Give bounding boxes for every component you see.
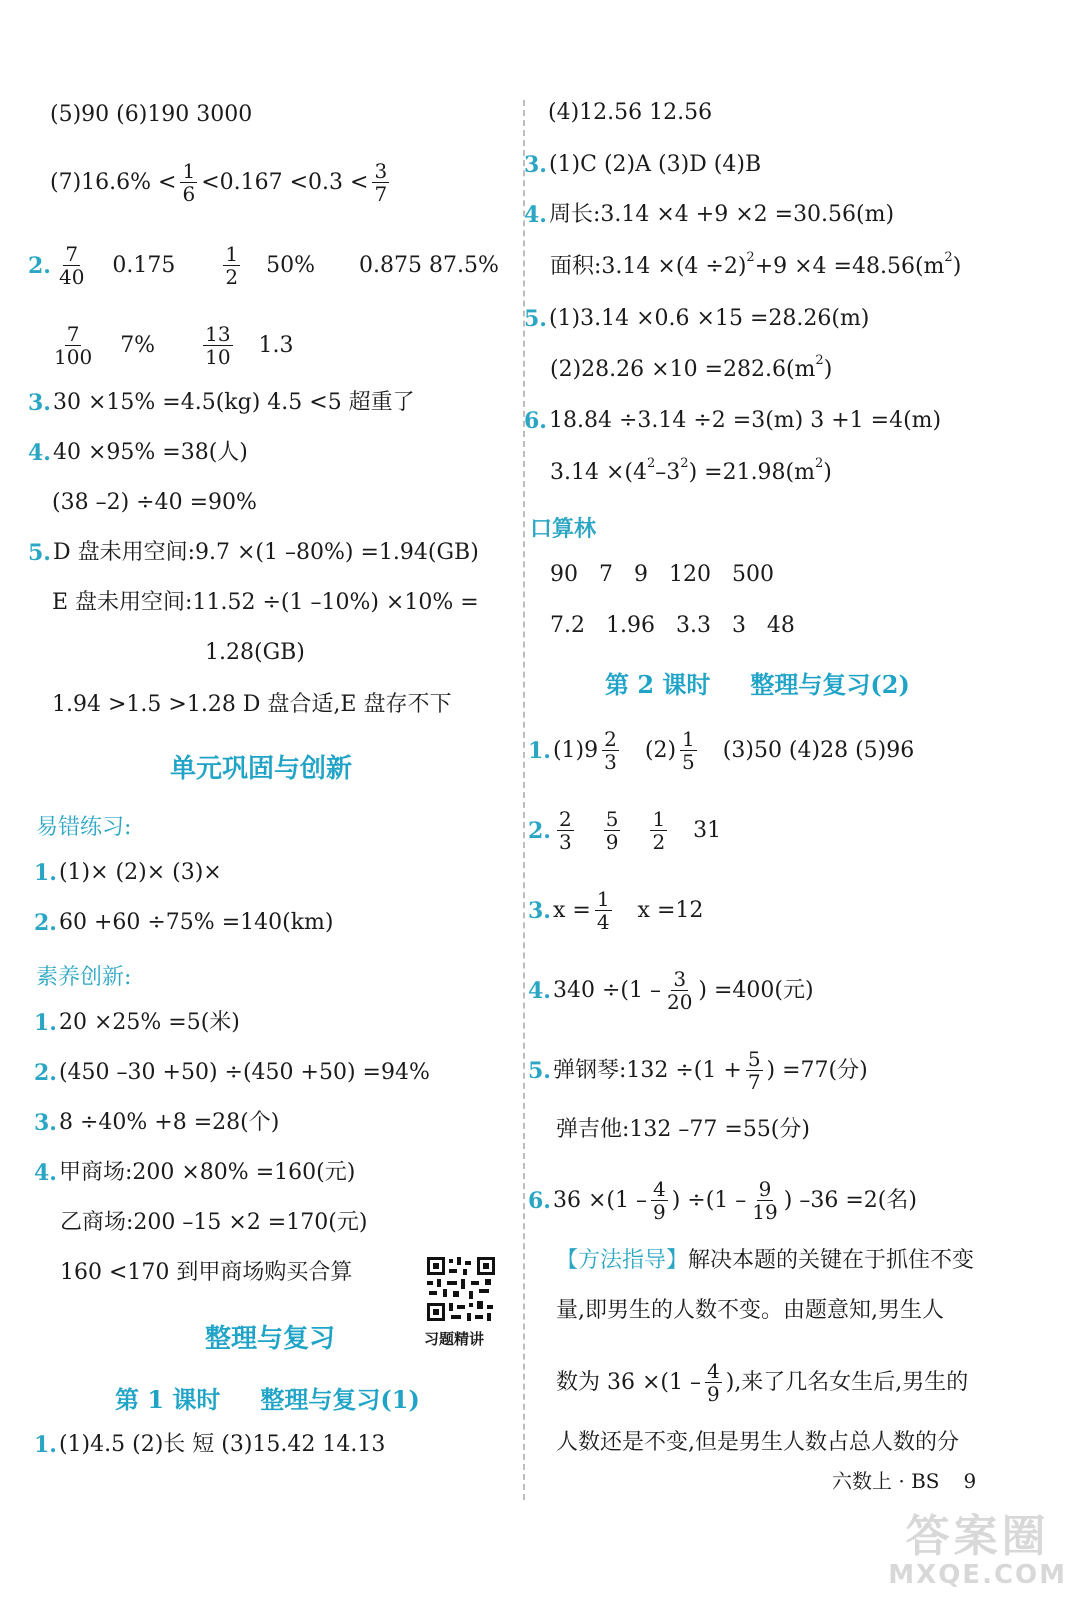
answer-line: 3. x = $\frac{1}{4}$ x =12: [528, 887, 704, 934]
answer-text: (7)16.6% <: [50, 169, 177, 195]
answer-text: 1.28(GB): [205, 640, 305, 665]
answer-line: 3.14 ×(4 2 –3 2 ) =21.98(m 2 ): [550, 456, 832, 485]
answer-line: [34, 1008, 240, 1038]
answer-text: 0.175: [112, 252, 176, 278]
answer-line: [524, 200, 894, 230]
question-number: 3.: [524, 152, 547, 178]
fraction: $\frac{7}{40}$: [58, 242, 85, 289]
fraction: $\frac{5}{7}$: [747, 1047, 761, 1094]
question-number: 1.: [34, 1432, 57, 1458]
answer-text: 乙商场:200 –15 ×2 =170(元): [60, 1210, 368, 1235]
fraction: $\frac{1}{4}$: [596, 887, 610, 934]
answer-line: [524, 304, 869, 334]
answer-line: [28, 243, 499, 288]
question-number: 2.: [34, 910, 57, 936]
question-number: 4.: [28, 440, 51, 466]
qr-code-icon[interactable]: [425, 1255, 497, 1323]
question-number: 1.: [34, 860, 57, 886]
answer-text: (1)C (2)A (3)D (4)B: [548, 152, 762, 177]
answer-text: 8 ÷40% +8 =28(个): [58, 1110, 280, 1135]
answer-text: 20 ×25% =5(米): [58, 1010, 240, 1035]
page-number: 9: [963, 1469, 977, 1493]
answer-line: (2)28.26 ×10 =282.6(m 2 ): [550, 353, 833, 382]
answer-text: 1.3: [258, 332, 294, 358]
section-heading: 整理与复习: [205, 1324, 336, 1354]
question-number: 1.: [34, 1010, 57, 1036]
fraction: $\frac{1}{2}$: [652, 807, 666, 854]
fraction: $\frac{4}{9}$: [652, 1177, 666, 1224]
fraction: $\frac{1}{5}$: [682, 727, 695, 774]
answer-text: <0.167 <0.3 <: [201, 169, 369, 195]
answer-line: [52, 488, 257, 518]
answer-text: 甲商场:200 ×80% =160(元): [58, 1160, 356, 1185]
answer-line: [548, 98, 712, 128]
answer-text: 周长:3.14 ×4 +9 ×2 =30.56(m): [548, 202, 895, 227]
subsection-label: 口算林: [530, 516, 597, 542]
answer-line: [34, 1430, 385, 1460]
answer-line: [60, 1258, 352, 1288]
fraction: $\frac{2}{3}$: [604, 727, 617, 774]
answer-text: (4)12.56 12.56: [548, 100, 713, 125]
answer-line: [28, 438, 248, 468]
section-heading: 单元巩固与创新: [170, 754, 353, 784]
question-number: 2.: [28, 252, 51, 279]
answer-text: 160 <170 到甲商场购买合算: [60, 1260, 353, 1285]
answer-line: [205, 638, 305, 668]
answer-line: [34, 1108, 279, 1138]
answer-line: [28, 538, 479, 568]
answer-line: [34, 1158, 355, 1188]
answer-line: [34, 908, 334, 938]
answer-text: 50%: [266, 252, 316, 278]
fraction: $\frac{1}{2}$: [225, 242, 239, 289]
answer-text: (5)90 (6)190 3000: [50, 102, 253, 127]
method-guide-line: 量,即男生的人数不变。由题意知,男生人: [556, 1298, 944, 1323]
answer-line: [50, 100, 252, 130]
answer-text: 弹吉他:132 –77 =55(分): [556, 1117, 810, 1142]
question-number: 3.: [528, 897, 551, 924]
answer-line: 1. (1)9 $\frac{2}{3}$ (2) $\frac{1}{5}$ (3)50 (4)28 (5)96: [528, 727, 915, 774]
answer-text: (450 –30 +50) ÷(450 +50) =94%: [58, 1060, 430, 1085]
fraction: $\frac{3}{7}$: [374, 159, 388, 206]
answer-text: 1.94 >1.5 >1.28 D 盘合适,E 盘存不下: [52, 692, 452, 717]
answer-text: D 盘未用空间:9.7 ×(1 –80%) =1.94(GB): [52, 540, 479, 565]
lesson-title: 第 2 课时 整理与复习(2): [605, 670, 910, 699]
method-guide-line: 数为 36 ×(1 – $\frac{4}{9}$ ),来了几名女生后,男生的: [556, 1359, 969, 1406]
answer-line: 6. 36 ×(1 – $\frac{4}{9}$ ) ÷(1 – $\frac{9}{19}$ ) –36 =2(名): [528, 1177, 917, 1224]
footer-label: 六数上 · BS: [832, 1469, 940, 1493]
answer-line: [550, 560, 774, 590]
answer-line: 4. 340 ÷(1 – $\frac{3}{20}$ ) =400(元): [528, 967, 814, 1014]
question-number: 5.: [528, 1057, 551, 1084]
answer-line: [524, 150, 761, 180]
answer-line: [524, 406, 941, 436]
answer-line: [28, 388, 415, 418]
answer-line: 面积:3.14 ×(4 ÷2) 2 +9 ×4 =48.56(m 2 ): [550, 250, 962, 279]
answer-text: 7%: [120, 332, 156, 358]
answer-text: (1)× (2)× (3)×: [58, 860, 222, 885]
answer-text: 18.84 ÷3.14 ÷2 =3(m) 3 +1 =4(m): [548, 408, 942, 433]
answer-text: (1)3.14 ×0.6 ×15 =28.26(m): [548, 306, 870, 331]
fraction: $\frac{13}{10}$: [205, 322, 231, 369]
fraction: $\frac{1}{6}$: [182, 159, 196, 206]
lesson-title: 第 1 课时 整理与复习(1): [115, 1385, 420, 1414]
answer-line: [34, 858, 222, 888]
question-number: 6.: [528, 1187, 551, 1214]
answer-text: 90 7 9 120 500: [550, 562, 774, 587]
fraction: $\frac{4}{9}$: [707, 1359, 720, 1406]
subsection-label: 易错练习:: [36, 815, 132, 840]
question-number: 3.: [28, 390, 51, 416]
answer-line: [52, 690, 451, 720]
answer-line: [556, 1115, 810, 1145]
question-number: 2.: [34, 1060, 57, 1086]
answer-text: 7.2 1.96 3.3 3 48: [550, 613, 795, 638]
answer-text: 30 ×15% =4.5(kg) 4.5 <5 超重了: [52, 390, 415, 415]
fraction: $\frac{9}{19}$: [752, 1177, 778, 1224]
method-guide: 【方法指导】 解决本题的关键在于抓住不变: [556, 1246, 974, 1276]
answer-text: 40 ×95% =38(人): [52, 440, 248, 465]
question-number: 4.: [528, 977, 551, 1004]
answer-text: (38 –2) ÷40 =90%: [52, 490, 257, 515]
question-number: 2.: [528, 817, 551, 844]
answer-line: 5. 弹钢琴:132 ÷(1 + $\frac{5}{7}$ ) =77(分): [528, 1047, 868, 1094]
answer-line: [52, 588, 479, 618]
question-number: 4.: [524, 202, 547, 228]
question-number: 5.: [28, 540, 51, 566]
page-footer: [832, 1465, 976, 1494]
answer-line: [48, 323, 294, 368]
fraction: $\frac{3}{20}$: [666, 967, 693, 1014]
subsection-label: 素养创新:: [36, 965, 132, 990]
qr-code-label: 习题精讲: [424, 1330, 485, 1348]
question-number: 6.: [524, 408, 547, 434]
question-number: 5.: [524, 306, 547, 332]
fraction: $\frac{2}{3}$: [558, 807, 572, 854]
fraction: $\frac{5}{9}$: [605, 807, 619, 854]
answer-line: [50, 160, 393, 205]
question-number: 3.: [34, 1110, 57, 1136]
answer-text: E 盘未用空间:11.52 ÷(1 –10%) ×10% =: [52, 590, 479, 615]
answer-text: (1)4.5 (2)长 短 (3)15.42 14.13: [58, 1432, 386, 1457]
question-number: 4.: [34, 1160, 57, 1186]
answer-line: [550, 611, 795, 641]
method-guide-tag: 【方法指导】: [556, 1248, 689, 1273]
watermark-logo: 答案圈 MXQE.COM: [888, 1511, 1067, 1591]
answer-text: 0.875 87.5%: [359, 252, 499, 278]
answer-line: [34, 1058, 430, 1088]
answer-text: 60 +60 ÷75% =140(km): [58, 910, 334, 935]
fraction: $\frac{7}{100}$: [54, 322, 93, 369]
answer-line: 2. $\frac{2}{3}$ $\frac{5}{9}$ $\frac{1}{2}$ 31: [528, 807, 722, 854]
answer-line: [60, 1208, 367, 1238]
method-guide-line: 人数还是不变,但是男生人数占总人数的分: [556, 1430, 959, 1455]
question-number: 1.: [528, 737, 551, 764]
